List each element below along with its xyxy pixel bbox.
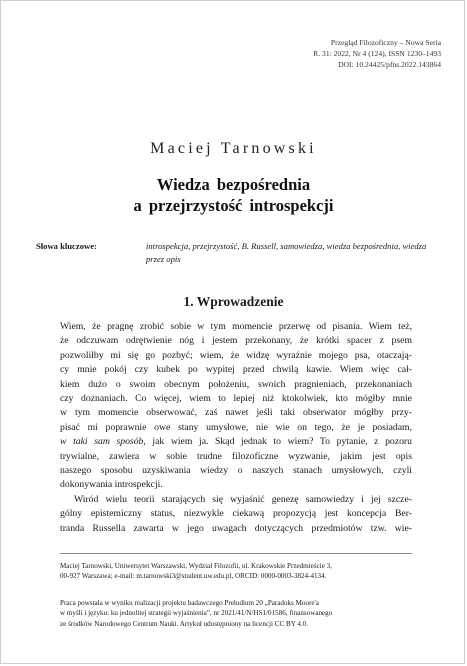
- funding-line-3: ze środków Narodowego Centrum Nauki. Artykuł udostępniony na licencji CC BY 4.0.: [60, 619, 308, 628]
- title-line-2: a przejrzystość introspekcji: [133, 196, 334, 215]
- journal-doi: DOI: 10.24425/pfns.2022.143864: [338, 60, 441, 69]
- italic-phrase: w taki sam sposób: [60, 436, 144, 448]
- article-title: [0, 174, 467, 216]
- funding-note: [60, 598, 412, 629]
- text-line: Wiród wielu teorii starających się wyjaśnić genezę samowiedzy i jej szcze-: [74, 493, 412, 505]
- text-line: gólny epistemiczny status, niezwykle ciekawą propozycją jest koncepcja Ber-: [60, 508, 412, 520]
- text-line: pisać mi poprawnie owe stany umysłowe, nie wie on tego, że je posiadam,: [60, 421, 412, 433]
- journal-issue: R. 31: 2022, Nr 4 (124), ISSN 1230–1493: [313, 49, 441, 58]
- text-line: Wiem, że pragnę zrobić sobie w tym momencie przerwę od pisania. Wiem też,: [60, 321, 412, 332]
- text-line: pozwoliłby mi się go pozbyć; wiem, że widzę wyraźnie mojego psa, otaczają-: [60, 349, 412, 361]
- text-line: cy mnie pokój czy kubek po wypitej przed chwilą kawie. Wiem więc cał-: [60, 364, 412, 376]
- footnote-separator: [60, 553, 412, 554]
- keywords-label: Słowa kluczowe:: [36, 241, 97, 251]
- text-line: czy doznaniach. Co więcej, wiem to lepiej niż ktokolwiek, kto mógłby mnie: [60, 393, 412, 405]
- text-line: tranda Russella zawarta w jego uwagach dotyczących przedmiotów tzw. wie-: [60, 522, 412, 534]
- body-text: [60, 320, 412, 536]
- text-line: dokonywania introspekcji.: [60, 479, 163, 491]
- title-line-1: Wiedza bezpośrednia: [156, 175, 311, 194]
- text-line: [60, 435, 412, 449]
- journal-name: Przegląd Filozoficzny – Nowa Seria: [330, 38, 441, 47]
- affiliation-line-2: 00-927 Warszawa; e-mail: m.tarnowski3@student.uw.edu.pl, ORCID: 0000-0003-3824-4134.: [60, 572, 327, 581]
- affiliation-line-1: Maciej Tarnowski, Uniwersytet Warszawski, Wydział Filozofii, ul. Krakowskie Przedmieście 3,: [60, 562, 332, 570]
- author-name: Maciej Tarnowski: [150, 140, 317, 157]
- funding-line-2: w myśli i języku: ku jednolitej strategii wyjaśnienia”, nr 2021/41/N/HS1/01586, finansowanego: [60, 609, 333, 618]
- section-heading: 1. Wprowadzenie: [183, 294, 284, 309]
- text-line: naszego sposobu uzyskiwania wiedzy o naszych stanach umysłowych, czyli: [60, 465, 412, 477]
- keywords-block: [36, 240, 431, 265]
- text-line: że odczuwam odrętwienie nóg i jestem przekonany, że krótki spacer z psem: [60, 335, 412, 347]
- paragraph-2: [60, 493, 412, 536]
- journal-header: [211, 37, 441, 70]
- funding-line-1: Praca powstała w wyniku realizacji projektu badawczego Preludium 20 „Paradoks Moore'a: [60, 599, 319, 607]
- keywords-text: introspekcja, przejrzystość, B. Russell, samowiedza, wiedza bezpośrednia, wiedza przez opis: [146, 241, 427, 264]
- paragraph-1: [60, 320, 412, 493]
- author-affiliation: [60, 561, 412, 582]
- text-fragment: , jak wiem ja. Skąd jednak to wiem? To pytanie, z pozoru: [143, 436, 412, 448]
- text-line: kiem dużo o swoim obecnym położeniu, swoich pragnieniach, przekonaniach: [60, 378, 412, 390]
- text-line: w tym momencie obserwować, zaś nawet jeśli taki obserwator mógłby przy-: [60, 407, 412, 419]
- text-line: trywialne, zawiera w sobie trudne filozoficzne wyzwanie, jakim jest opis: [60, 450, 412, 462]
